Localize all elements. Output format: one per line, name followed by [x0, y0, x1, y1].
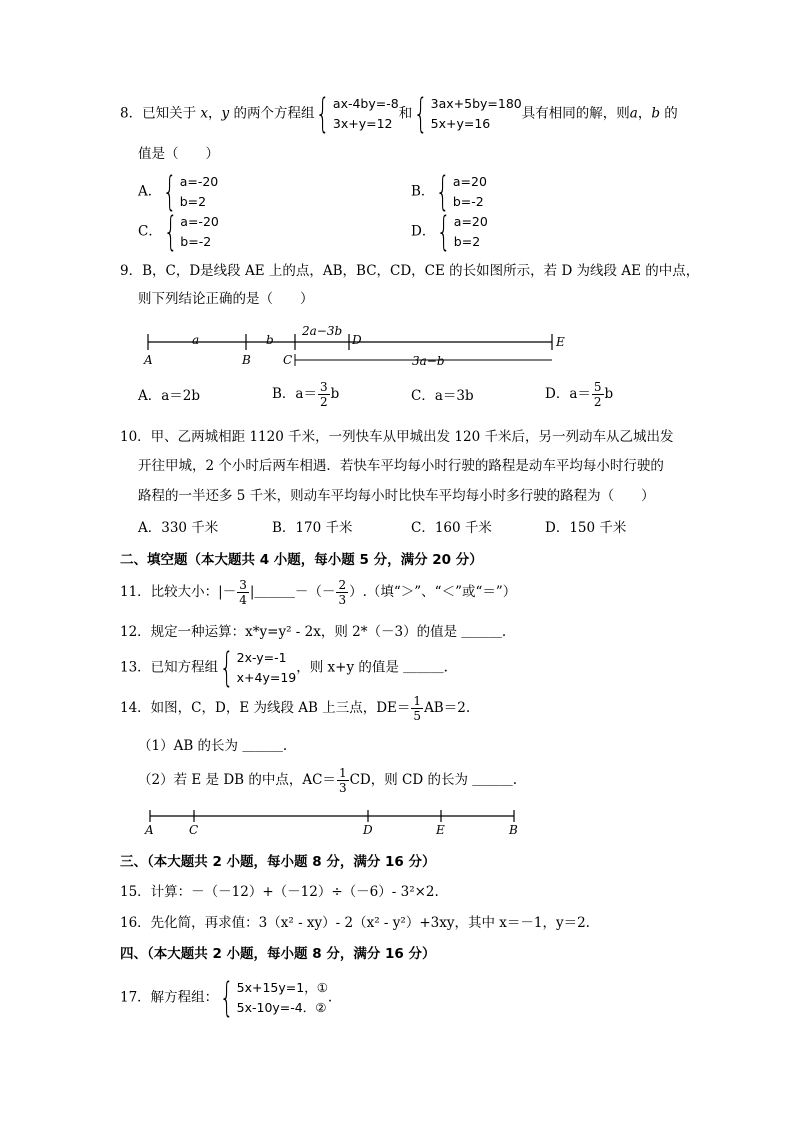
q8-option-b-row1: a=20 [452, 174, 487, 189]
q9-option-b-fraction [318, 380, 330, 409]
q13-system: { 2x-y=-1 x+4y=19 [219, 645, 297, 691]
q8-var-x: x [200, 105, 209, 122]
q9-option-d-post: b [604, 386, 614, 402]
q14-fig-point-b: B [509, 823, 518, 837]
q8-system1: { ax-4by=-8 3x+y=12 [316, 91, 399, 137]
q10-option-c-text: C．160 千米 [411, 520, 492, 536]
q14-sub1-text: （1）AB 的长为 ＿＿＿. [138, 738, 288, 754]
q10-option-c[interactable] [411, 518, 492, 538]
q8-option-b[interactable] [411, 169, 487, 215]
q9-option-a[interactable] [138, 386, 200, 406]
q14-sub2 [138, 766, 517, 795]
q8-suffix3: 的 [659, 105, 678, 122]
q8-var-y: y [221, 105, 230, 122]
q9-option-b[interactable] [272, 380, 339, 409]
q14-line1 [120, 694, 470, 723]
q9-stem: 9．B，C，D是线段 AE 上的点，AB，BC，CD，CE 的长如图所示，若 D 为线段 AE 的中点， [120, 263, 700, 279]
q9-segment-figure [140, 322, 580, 372]
q8-option-c[interactable] [138, 209, 219, 255]
q9-fig-label-cd: 2a−3b [302, 324, 343, 338]
q11-line [120, 578, 516, 607]
q8-sys2-row1: 3ax+5by=180 [430, 96, 522, 111]
q9-option-d-numerator: 5 [593, 380, 602, 394]
q11-mid: |＿＿＿－（－ [249, 584, 336, 600]
q8-prefix: 8．已知关于 [120, 105, 197, 122]
q9-line1 [120, 261, 699, 281]
q14-fraction-num: 1 [413, 694, 422, 708]
q14-sub2-post: CD，则 CD 的长为 ＿＿＿. [349, 772, 518, 788]
q8-and: 和 [398, 105, 413, 122]
q8-option-c-row2: b=-2 [180, 234, 212, 249]
q8-suffix: 具有相同的解，则 [521, 105, 630, 122]
q9-option-c-text: C．a＝3b [411, 388, 474, 404]
section-3-text: 三、（本大题共 2 小题，每小题 8 分，满分 16 分） [120, 854, 436, 870]
q8-option-a[interactable] [138, 169, 219, 215]
q8-sys1-row2: 3x+y=12 [332, 116, 393, 131]
q8-option-a-row2: b=2 [179, 194, 207, 209]
q14-fraction-den: 5 [413, 709, 422, 723]
q11-post: ）.（填“＞”、“＜”或“＝”） [349, 584, 517, 600]
q9-option-b-denominator: 2 [319, 395, 328, 409]
q14-sub1 [138, 736, 287, 756]
q9-option-d-fraction [592, 380, 604, 409]
q8-option-d-row1: a=20 [453, 214, 488, 229]
q17-line [120, 975, 333, 1021]
section-3-heading [120, 852, 436, 872]
q12-line [120, 622, 506, 642]
q9-option-b-pre: B．a＝ [272, 386, 317, 402]
q11-fraction-1 [237, 578, 249, 607]
q8-option-c-label: C． [138, 223, 162, 240]
q8-option-b-label: B． [411, 183, 435, 200]
q10-option-d[interactable] [545, 518, 626, 538]
q14-sub2-fraction [337, 766, 349, 795]
q9-fig-point-c: C [283, 353, 293, 367]
q8-option-b-system: { a=20 b=-2 [436, 169, 487, 215]
q14-fig-point-a: A [145, 823, 154, 837]
q11-fraction-2-den: 3 [338, 593, 347, 607]
section-4-heading [120, 944, 436, 964]
q10-line2 [138, 456, 664, 476]
q8-mid: 的两个方程组 [229, 105, 315, 122]
q10-option-d-text: D．150 千米 [545, 520, 627, 536]
q15-text: 15．计算：－（－12）+（－12）÷（－6）- 3²×2. [120, 884, 439, 900]
q9-option-d-denominator: 2 [593, 395, 602, 409]
q8-option-a-system: { a=-20 b=2 [162, 169, 219, 215]
q8-sys2-row2: 5x+y=16 [430, 116, 491, 131]
q11-pre: 11．比较大小：|－ [120, 584, 237, 600]
q9-fig-label-ce: 3a−b [412, 354, 445, 368]
q10-option-b-text: B．170 千米 [272, 520, 353, 536]
q9-stem-end: 则下列结论正确的是（ ） [138, 291, 314, 307]
section-2-heading [120, 550, 483, 570]
q8-line2 [138, 144, 219, 164]
q14-sub2-num: 1 [338, 766, 347, 780]
q11-fraction-1-num: 3 [239, 578, 247, 592]
q15-line [120, 882, 439, 902]
q14-segment-figure [140, 806, 530, 838]
q9-fig-label-a: a [192, 333, 200, 347]
q14-fig-point-d: D [363, 823, 373, 837]
q9-fig-point-e: E [556, 335, 565, 349]
q13-post: ，则 x+y 的值是 ＿＿＿. [296, 659, 448, 676]
q14-pre: 14．如图，C，D，E 为线段 AB 上三点，DE＝ [120, 700, 411, 716]
q9-option-b-numerator: 3 [319, 380, 328, 394]
q17-row2: 5x-10y=-4．② [236, 1000, 327, 1015]
q10-stem-3: 路程的一半还多 5 千米，则动车平均每小时比快车平均每小时多行驶的路程为（ ） [138, 488, 655, 504]
q10-option-a[interactable] [138, 518, 218, 538]
q8-option-d-system: { a=20 b=2 [437, 209, 488, 255]
q8-stem-end: 值是（ ） [138, 146, 219, 162]
q9-option-d[interactable] [545, 380, 613, 409]
section-2-text: 二、填空题（本大题共 4 小题，每小题 5 分，满分 20 分） [120, 552, 483, 568]
q8-option-d-row2: b=2 [453, 234, 481, 249]
q10-stem-1: 10．甲、乙两城相距 1120 千米，一列快车从甲城出发 120 千米后，另一列动车从乙城出发 [120, 429, 674, 445]
q11-fraction-1-den: 4 [239, 593, 247, 607]
q8-sep2: ， [637, 105, 652, 122]
q9-option-a-text: A．a＝2b [138, 388, 201, 404]
q8-option-a-label: A． [138, 183, 162, 200]
q8-option-c-row1: a=-20 [180, 214, 219, 229]
q9-fig-point-a: A [144, 353, 153, 367]
q9-fig-point-d: D [352, 333, 362, 347]
q13-row2: x+4y=19 [236, 670, 297, 685]
q13-line [120, 645, 448, 691]
q17-pre: 17．解方程组： [120, 989, 219, 1006]
q8-system2: { 3ax+5by=180 5x+y=16 [413, 91, 522, 137]
q10-option-a-text: A．330 千米 [138, 520, 219, 536]
q14-fraction [411, 694, 423, 723]
q9-option-c[interactable] [411, 386, 474, 406]
q17-post: . [327, 989, 333, 1006]
q8-option-a-row1: a=-20 [179, 174, 219, 189]
q13-row1: 2x-y=-1 [236, 650, 287, 665]
q9-fig-point-b: B [242, 353, 251, 367]
q8-option-c-system: { a=-20 b=-2 [163, 209, 219, 255]
q17-row1: 5x+15y=1，① [236, 980, 328, 995]
q14-fig-point-e: E [436, 823, 445, 837]
q12-text: 12．规定一种运算：x*y=y² - 2x，则 2*（－3）的值是 ＿＿＿. [120, 624, 507, 640]
q14-post: AB＝2. [424, 700, 471, 716]
q9-line2 [138, 289, 314, 309]
q8-option-b-row2: b=-2 [452, 194, 484, 209]
q8-option-d[interactable] [411, 209, 488, 255]
q8-var-b: b [651, 105, 660, 122]
q14-fig-point-c: C [189, 823, 199, 837]
q14-sub2-den: 3 [338, 781, 347, 795]
q8-option-d-label: D． [411, 223, 436, 240]
q8-var-a: a [629, 105, 638, 122]
q10-stem-2: 开往甲城，2 个小时后两车相遇．若快车平均每小时行驶的路程是动车平均每小时行驶的 [138, 458, 664, 474]
q8-sep: ， [208, 105, 222, 122]
q10-line3 [138, 486, 655, 506]
q11-fraction-2 [336, 578, 348, 607]
q9-option-d-pre: D．a＝ [545, 386, 591, 402]
q9-option-b-post: b [330, 386, 340, 402]
q17-system: { 5x+15y=1，① 5x-10y=-4．② [219, 975, 328, 1021]
q13-pre: 13．已知方程组 [120, 659, 219, 676]
q16-text: 16．先化简，再求值：3（x² - xy）- 2（x² - y²）+3xy，其中 x＝－1，y＝2. [120, 915, 590, 931]
q9-fig-label-b: b [266, 333, 274, 347]
q10-option-b[interactable] [272, 518, 352, 538]
q8-line1 [120, 91, 678, 137]
q11-fraction-2-num: 2 [338, 578, 347, 592]
q16-line [120, 913, 590, 933]
q10-line1 [120, 427, 673, 447]
q14-sub2-pre: （2）若 E 是 DB 的中点，AC＝ [138, 772, 336, 788]
section-4-text: 四、（本大题共 2 小题，每小题 8 分，满分 16 分） [120, 946, 436, 962]
q8-sys1-row1: ax-4by=-8 [332, 96, 399, 111]
